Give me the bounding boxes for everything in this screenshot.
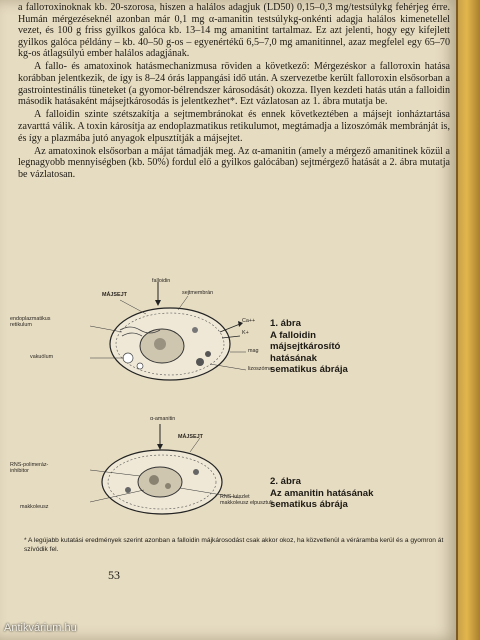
figure-2-caption bbox=[270, 476, 373, 511]
label-lizoszoma: lizoszóma bbox=[248, 366, 272, 372]
label-rns-keszlet: RNS készlet makkoleusz elpusztult bbox=[220, 494, 273, 506]
watermark: Antikvárium.hu bbox=[4, 622, 77, 634]
page-number: 53 bbox=[108, 568, 120, 582]
label-endoplazmatikus: endoplazmatikus retikulum bbox=[10, 316, 51, 328]
paragraph-4: Az amatoxinok elsősorban a májat támadják meg. Az α-amanitin (amely a mérgező amanitinek közül a legnagyobb mennyiségben (kb. 50%) fordul elő a gyilkos galócában) sejtmérgező hatását a 2. ábra mutatja be vázlatosan. bbox=[18, 145, 450, 180]
label-majsejt-2: MÁJSEJT bbox=[178, 434, 203, 440]
liver-cell-diagram-2 bbox=[50, 412, 310, 532]
label-majsejt: MÁJSEJT bbox=[102, 292, 127, 298]
book-spine-edge bbox=[458, 0, 480, 640]
figure-1-caption-line: sematikus ábrája bbox=[270, 364, 348, 376]
figure-2-number: 2. ábra bbox=[270, 476, 301, 487]
body-text bbox=[18, 2, 450, 182]
figure-1-caption-line: májsejtkárosító bbox=[270, 341, 341, 353]
figure-1 bbox=[10, 278, 450, 408]
label-sejtmembran: sejtmembrán bbox=[182, 290, 214, 296]
figure-1-number: 1. ábra bbox=[270, 318, 301, 329]
figure-2-caption-line: sematikus ábrája bbox=[270, 499, 348, 511]
label-makkoleusz: makkoleusz bbox=[20, 504, 49, 510]
label-mag: mag bbox=[248, 348, 259, 354]
paragraph-3: A falloidin szinte szétszakítja a sejtmembránokat és ennek következtében a májsejt ionháztartása zavarttá válik. A toxin károsítja az endoplazmatikus retikulumot, megtámadja a lizoszómák membránját is, és így a plazmába jutó anyagok elpusztítják a májsejtet. bbox=[18, 109, 450, 144]
figure-1-caption-line: A falloidin bbox=[270, 329, 317, 341]
label-vakuolum: vakuólum bbox=[30, 354, 54, 360]
figure-1-caption-line: hatásának bbox=[270, 352, 317, 364]
label-ca: Ca++ bbox=[242, 318, 256, 324]
figure-2-caption-line: Az amanitin hatásának bbox=[270, 487, 374, 499]
footnote: * A legújabb kutatási eredmények szerint azonban a falloidin májkárosodást csak akkor okoz, ha közvetlenül a vérárambа kerül és a gyomron át szívódik fel. bbox=[24, 537, 444, 553]
label-rns-inhibitor: RNS-polimeráz-inhibitor bbox=[10, 462, 49, 474]
paragraph-2: A fallo- és amatoxinok hatásmechanizmusa röviden a következő: Mérgezéskor a falloтoxin hatása korábban jelentkezik, de így is 8–24 órás lappangási idő után. A szervezetbe került falloтoxin elsősorban a gastrointestinális tüneteket (a gyomor-bélrendszer károsodását) okozza. Ilyen kezdeti hatás után a falloidin második hatásaként májsejtkárosodás is jelentkezhet*. Ezt vázlatosan az 1. ábra mutatja be. bbox=[18, 61, 450, 108]
label-amanitin: α-amanitin bbox=[150, 416, 176, 422]
paragraph-1: a falloтoxinoknak kb. 20-szorosa, hiszen a halálos adagjuk (LD50) 0,15–0,3 mg/testsúlykg fehérjeg érre. Humán mérgezéseknél azonban már 0,1 mg α-amanitin testsúlykg-onkénti adagja halálos kimenetellel vezet, és 100 g friss gyilkos galóca kb. 13–14 mg amanitint tartalmaz. Ez azt jelenti, hogy egy kifejlett gyilkos galóca példány – kb. 40–50 g-os – egyenértékű 6,5–7,0 mg amanitinnel, azaz megfelel egy 65–70 kg-os átlagsúlyú ember halálos adagjának. bbox=[18, 2, 450, 60]
figure-1-caption bbox=[270, 318, 348, 376]
label-falloidin: falloidin bbox=[152, 278, 171, 284]
figure-2 bbox=[10, 412, 450, 532]
label-k: K+ bbox=[242, 330, 249, 336]
